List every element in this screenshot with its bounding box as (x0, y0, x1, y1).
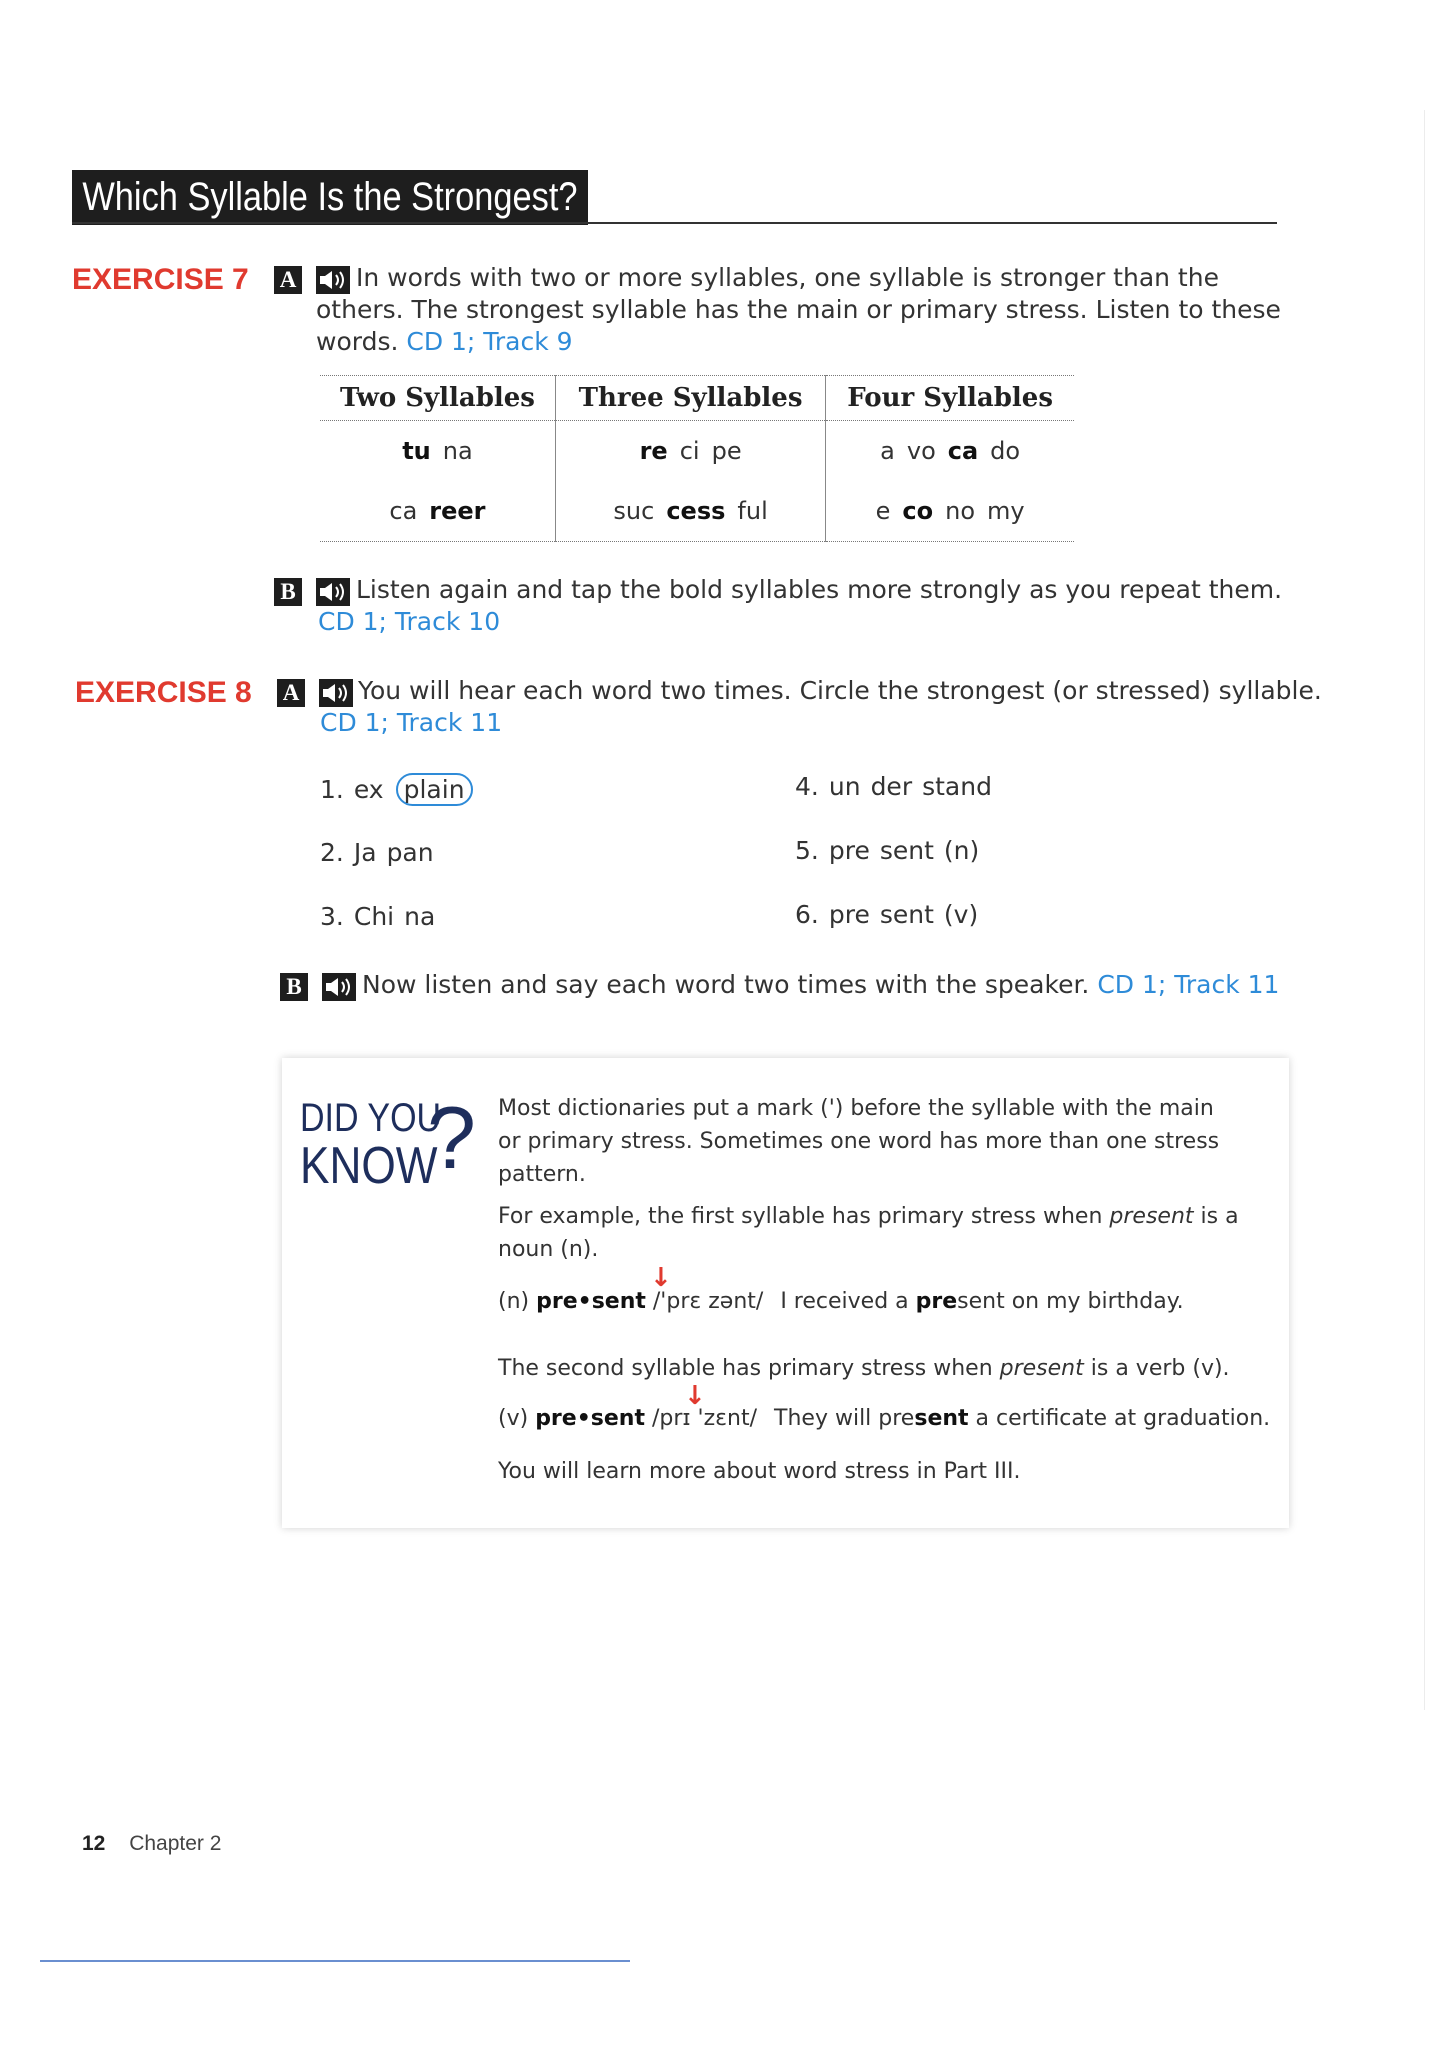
part-b-badge: B (274, 578, 302, 606)
syllable[interactable]: (v) (943, 900, 979, 929)
table-cell (555, 481, 825, 542)
dyk-p1-line-2: or primary stress. Sometimes one word has more than one stress (498, 1129, 1220, 1154)
exercise-7a-line-3 (316, 326, 573, 358)
dyk-p2-post: is a (1193, 1204, 1239, 1229)
sentence-post: sent on my birthday. (957, 1289, 1184, 1314)
syllable: vo (906, 437, 936, 465)
stressed-syllable: ca (947, 437, 979, 465)
word-item (320, 775, 483, 804)
word-item (320, 902, 445, 931)
dyk-p2-line-2: noun (n). (498, 1237, 599, 1262)
exercise-7-label: EXERCISE 7 (72, 263, 249, 296)
item-number: 3. (320, 902, 344, 931)
syllabified-word: pre•sent (536, 1289, 646, 1314)
exercise-8a-text: You will hear each word two times. Circle the strongest (or stressed) syllable. (358, 676, 1322, 705)
syllable[interactable]: sent (879, 900, 934, 929)
circled-syllable[interactable]: plain (396, 773, 473, 806)
page-edge (1424, 110, 1425, 1710)
syllable: my (987, 497, 1025, 525)
cd-track-link[interactable]: CD 1; Track 11 (320, 708, 503, 737)
exercise-7b-text: Listen again and tap the bold syllables more strongly as you repeat them. (356, 575, 1283, 604)
syllable[interactable]: un (828, 772, 861, 801)
syllable-table (320, 375, 1074, 542)
table-header: Four Syllables (826, 376, 1074, 421)
part-a-badge: A (274, 266, 302, 294)
stressed-syllable: re (639, 437, 668, 465)
dyk-title-line-2: KNOW (300, 1137, 438, 1195)
sentence-bold: sent (914, 1406, 969, 1431)
dyk-example-verb (498, 1402, 1270, 1435)
syllable[interactable]: sent (879, 836, 934, 865)
dyk-p3-post: is a verb (v). (1083, 1356, 1230, 1381)
dyk-p1-line-3: pattern. (498, 1162, 586, 1187)
exercise-8b-line (362, 969, 1279, 1001)
dyk-p2-em: present (1109, 1204, 1194, 1229)
cd-track-link[interactable]: CD 1; Track 10 (318, 607, 501, 636)
pos-label: (n) (498, 1289, 530, 1314)
syllable: ful (737, 497, 768, 525)
item-number: 4. (795, 772, 819, 801)
part-b-badge: B (280, 973, 308, 1001)
word-item (320, 838, 444, 867)
question-mark-icon: ? (427, 1088, 476, 1187)
table-cell (826, 421, 1074, 482)
syllable[interactable]: pre (828, 836, 870, 865)
table-cell (826, 481, 1074, 542)
dyk-p2-line-1 (498, 1200, 1239, 1233)
syllable: do (990, 437, 1021, 465)
header-rule (72, 222, 1277, 224)
speaker-icon[interactable] (316, 266, 350, 294)
word-item (795, 836, 989, 865)
table-header: Two Syllables (320, 376, 555, 421)
stressed-syllable: tu (402, 437, 431, 465)
syllable: na (442, 437, 473, 465)
exercise-7a-line-3-text: words. (316, 327, 399, 356)
syllable[interactable]: Ja (353, 838, 377, 867)
syllable: ca (389, 497, 418, 525)
table-cell (320, 421, 555, 482)
exercise-7a-line-1: In words with two or more syllables, one syllable is stronger than the (356, 263, 1219, 292)
stress-arrow-icon: ↓ (650, 1263, 672, 1293)
syllable: a (880, 437, 895, 465)
table-cell (320, 481, 555, 542)
sentence-bold: pre (915, 1289, 958, 1314)
ipa: /'prɛ zənt/ (652, 1289, 764, 1314)
dyk-example-noun (498, 1285, 1184, 1318)
syllable: e (875, 497, 891, 525)
speaker-icon[interactable] (322, 973, 356, 1001)
dyk-title-line-1: DID YOU (300, 1096, 442, 1140)
syllable[interactable]: (n) (943, 836, 980, 865)
syllable: suc (613, 497, 655, 525)
exercise-8-label: EXERCISE 8 (75, 676, 252, 709)
dyk-p3-em: present (999, 1356, 1084, 1381)
syllable[interactable]: stand (922, 772, 992, 801)
table-row (320, 421, 1074, 482)
word-item (795, 772, 1002, 801)
cd-track-link[interactable]: CD 1; Track 11 (1097, 970, 1280, 999)
syllable[interactable]: der (870, 772, 913, 801)
table-row (320, 481, 1074, 542)
sentence-post: a certificate at graduation. (968, 1406, 1271, 1431)
dyk-p4: You will learn more about word stress in Part III. (498, 1459, 1021, 1484)
example-sentence (774, 1406, 1270, 1431)
dyk-p2-pre: For example, the first syllable has primary stress when (498, 1204, 1110, 1229)
speaker-icon[interactable] (319, 679, 353, 707)
page-number: 12 (82, 1832, 106, 1855)
word-item (795, 900, 988, 929)
chapter-label: Chapter 2 (129, 1832, 222, 1855)
dyk-p3 (498, 1352, 1230, 1385)
syllable: ci (679, 437, 700, 465)
syllable: no (945, 497, 976, 525)
bottom-rule (40, 1960, 630, 1962)
item-number: 5. (795, 836, 819, 865)
exercise-7a-line-2: others. The strongest syllable has the main or primary stress. Listen to these (316, 295, 1281, 324)
table-cell (555, 421, 825, 482)
part-a-badge: A (277, 679, 305, 707)
stress-arrow-icon: ↓ (684, 1381, 706, 1411)
dyk-p1-line-1: Most dictionaries put a mark (') before the syllable with the main (498, 1096, 1214, 1121)
ipa: /prɪ 'zɛnt/ (651, 1406, 758, 1431)
item-number: 2. (320, 838, 344, 867)
syllable[interactable]: pre (828, 900, 870, 929)
syllabified-word: pre•sent (535, 1406, 645, 1431)
pos-label: (v) (498, 1406, 529, 1431)
did-you-know-box (282, 1058, 1289, 1528)
syllable[interactable]: ex (353, 775, 384, 804)
item-number: 6. (795, 900, 819, 929)
cd-track-link[interactable]: CD 1; Track 9 (406, 327, 573, 356)
syllable[interactable]: pan (386, 838, 434, 867)
table-header: Three Syllables (555, 376, 825, 421)
sentence-pre: They will pre (774, 1406, 915, 1431)
stressed-syllable: co (902, 497, 934, 525)
item-number: 1. (320, 775, 344, 804)
section-title: Which Syllable Is the Strongest? (72, 170, 588, 225)
example-sentence (780, 1289, 1183, 1314)
syllable: pe (711, 437, 742, 465)
syllable[interactable]: Chi (353, 902, 395, 931)
syllable[interactable]: na (404, 902, 436, 931)
page-footer (82, 1832, 221, 1856)
stressed-syllable: cess (666, 497, 726, 525)
dyk-p3-pre: The second syllable has primary stress when (498, 1356, 1000, 1381)
speaker-icon[interactable] (316, 578, 350, 606)
sentence-pre: I received a (780, 1289, 916, 1314)
exercise-8b-text: Now listen and say each word two times with the speaker. (362, 970, 1090, 999)
stressed-syllable: reer (429, 497, 486, 525)
